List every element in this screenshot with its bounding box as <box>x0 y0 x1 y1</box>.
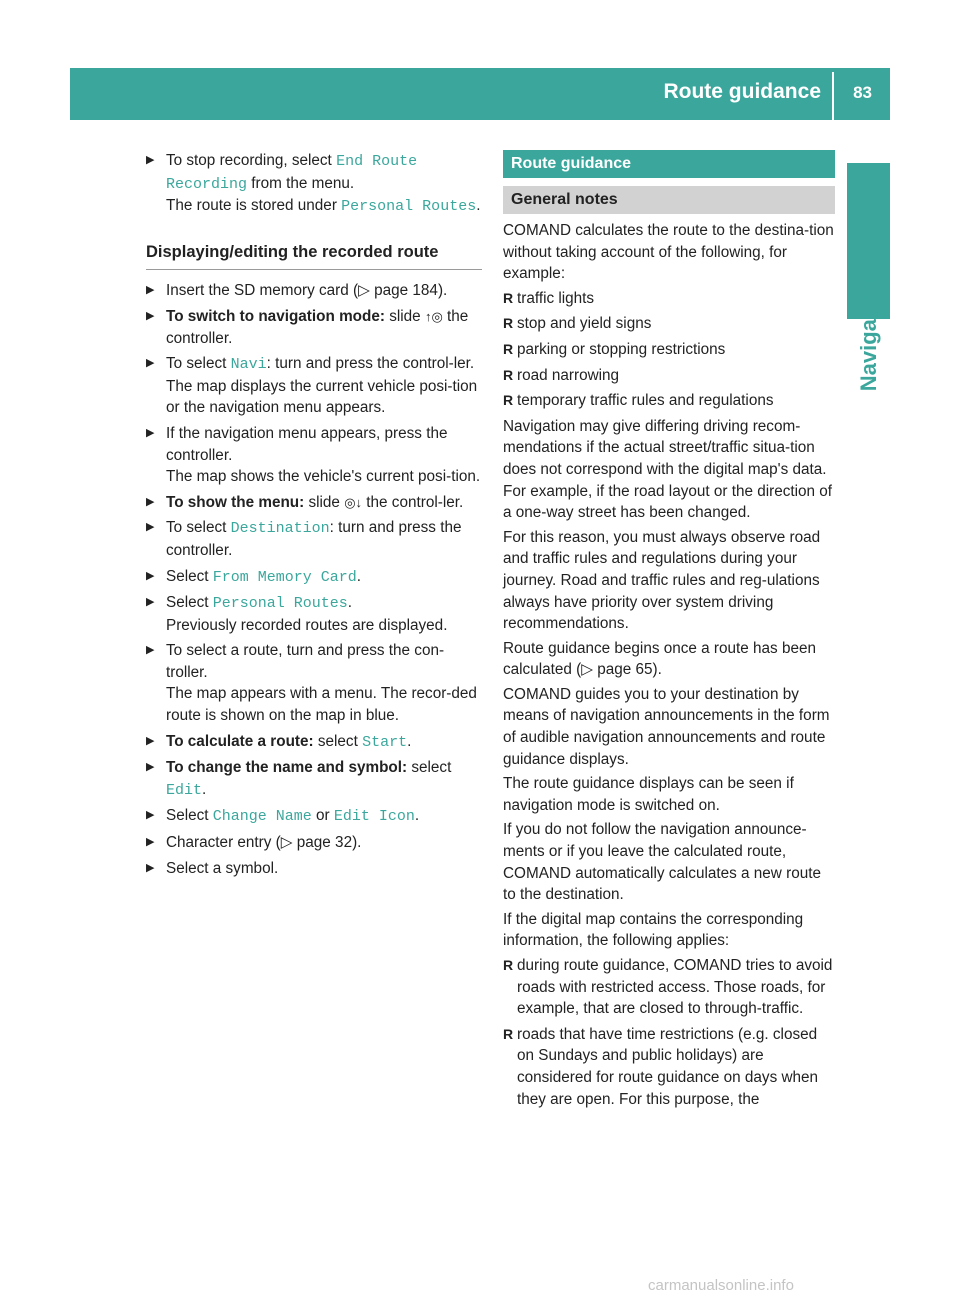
watermark: carmanualsonline.info <box>648 1277 794 1294</box>
paragraph: The route guidance displays can be seen if navigation mode is switched on. <box>503 775 794 814</box>
menu-item-edit: Edit <box>166 781 203 799</box>
paragraph: If the digital map contains the corresponding information, the following applies: <box>503 910 804 950</box>
list-item: R parking or stopping restrictions <box>503 339 835 361</box>
menu-item-end-route-recording: End Route Recording <box>166 153 418 193</box>
section-title-route-guidance: Route guidance <box>503 150 835 178</box>
menu-item-change-name: Change Name <box>212 808 312 826</box>
step-arrow-icon: ▶ <box>146 836 155 849</box>
step-select-destination: ▶ To select Destination: turn and press the controller. <box>146 519 462 559</box>
bullet-icon: R <box>503 392 514 409</box>
menu-item-personal-routes-2: Personal Routes <box>212 595 348 613</box>
step-calculate-route: ▶ To calculate a route: select Start. <box>146 732 412 751</box>
chapter-label <box>846 250 892 420</box>
step-show-menu: ▶ To show the menu: slide ◎↓ the control-ler. <box>146 492 482 514</box>
step-select-from-memory-card: ▶ Select From Memory Card. <box>146 567 362 586</box>
step-arrow-icon: ▶ <box>146 521 155 534</box>
menu-item-start: Start <box>362 733 408 751</box>
step-character-entry: ▶ Character entry (▷ page 32). <box>146 832 482 854</box>
step-arrow-icon: ▶ <box>146 495 155 508</box>
menu-item-from-memory-card: From Memory Card <box>212 568 357 586</box>
step-arrow-icon: ▶ <box>146 734 155 747</box>
step-arrow-icon: ▶ <box>146 357 155 370</box>
step-select-change-name: ▶ Select Change Name or Edit Icon. <box>146 807 420 826</box>
paragraph: COMAND calculates the route to the destina-tion without taking account of the following, for example: <box>503 222 834 283</box>
chapter-label-text: Navigation <box>856 278 882 392</box>
header-title: Route guidance <box>663 80 821 103</box>
step-select-symbol: ▶ Select a symbol. <box>146 858 482 880</box>
menu-item-destination: Destination <box>230 520 330 538</box>
list-item: R stop and yield signs <box>503 313 835 335</box>
list-item: R temporary traffic rules and regulations <box>503 390 835 412</box>
bullet-icon: R <box>503 289 514 306</box>
step-arrow-icon: ▶ <box>146 644 155 657</box>
step-arrow-icon: ▶ <box>146 861 155 874</box>
list-item: R road narrowing <box>503 365 835 387</box>
paragraph: Route guidance begins once a route has been calculated (▷ page 65). <box>503 639 816 679</box>
page-ref-icon: ▷ <box>358 282 370 300</box>
paragraph: COMAND guides you to your destination by means of navigation announcements in the form of audible navigation announcements and route guidance displays. <box>503 685 830 768</box>
step-arrow-icon: ▶ <box>146 569 155 582</box>
right-column <box>503 150 835 1114</box>
step-insert-sd: ▶ Insert the SD memory card (▷ page 184). <box>146 280 482 302</box>
menu-item-personal-routes: Personal Routes <box>341 198 477 216</box>
step-arrow-icon: ▶ <box>146 426 155 439</box>
bullet-icon: R <box>503 1025 514 1042</box>
step-arrow-icon: ▶ <box>146 596 155 609</box>
list-item: R traffic lights <box>503 288 835 310</box>
page-ref-icon: ▷ <box>581 661 593 679</box>
page-header <box>70 68 890 120</box>
bullet-icon: R <box>503 957 514 973</box>
step-select-personal-routes: ▶ Select Personal Routes. Previously recorded routes are displayed. <box>146 594 448 634</box>
step-select-route: ▶ To select a route, turn and press the con-troller. The map appears with a menu. The recor-ded route is shown on the map in blue. <box>146 642 477 725</box>
step-press-controller: ▶ If the navigation menu appears, press the controller. The map shows the vehicle's current posi-tion. <box>146 424 481 486</box>
header-divider <box>832 72 834 120</box>
list-item: R during route guidance, COMAND tries to avoid roads with restricted access. Those roads, for example, that are closed to through-traffic. <box>503 957 833 1018</box>
list-item: R roads that have time restrictions (e.g. closed on Sundays and public holidays) are considered for route guidance on days when they are open. For this purpose, the <box>503 1025 819 1108</box>
bullet-icon: R <box>503 315 514 332</box>
step-change-name-symbol: ▶ To change the name and symbol: select Edit. <box>146 759 452 799</box>
step-arrow-icon: ▶ <box>146 309 155 322</box>
page-number: 83 <box>853 83 872 102</box>
bullet-icon: R <box>503 366 514 383</box>
paragraph: Navigation may give differing driving recom-mendations if the actual street/traffic situa-tion does not correspond with the digital map's data. For example, if the road layout or the direction of a one-way street has been changed. <box>503 417 833 522</box>
menu-item-edit-icon: Edit Icon <box>333 808 415 826</box>
bullet-icon: R <box>503 340 514 357</box>
left-column <box>146 150 482 883</box>
controller-slide-down-icon: ◎↓ <box>344 494 363 510</box>
menu-item-navi: Navi <box>230 356 267 374</box>
step-arrow-icon: ▶ <box>146 284 155 297</box>
step-stop-recording: ▶ To stop recording, select End Route Recording from the menu. The route is stored under Personal Routes. <box>146 152 481 216</box>
paragraph: If you do not follow the navigation announce-ments or if you leave the calculated route, COMAND automatically calculates a new route to the destination. <box>503 821 821 904</box>
controller-slide-up-icon: ↑◎ <box>424 308 443 324</box>
step-arrow-icon: ▶ <box>146 154 155 166</box>
page-ref-icon: ▷ <box>280 834 293 852</box>
subsection-title-general-notes: General notes <box>503 186 835 214</box>
subheading-displaying-editing: Displaying/editing the recorded route <box>146 242 482 271</box>
step-select-navi: ▶ To select Navi: turn and press the control-ler. The map displays the current vehicle posi-tion or the navigation menu appears. <box>146 355 478 417</box>
step-arrow-icon: ▶ <box>146 761 155 774</box>
step-switch-nav: ▶ To switch to navigation mode: slide ↑◎ the controller. <box>146 307 469 347</box>
paragraph: For this reason, you must always observe road and traffic rules and regulations during your journey. Road and traffic rules and reg-ulations always have priority over system driving recommendations. <box>503 528 821 633</box>
step-arrow-icon: ▶ <box>146 809 155 822</box>
